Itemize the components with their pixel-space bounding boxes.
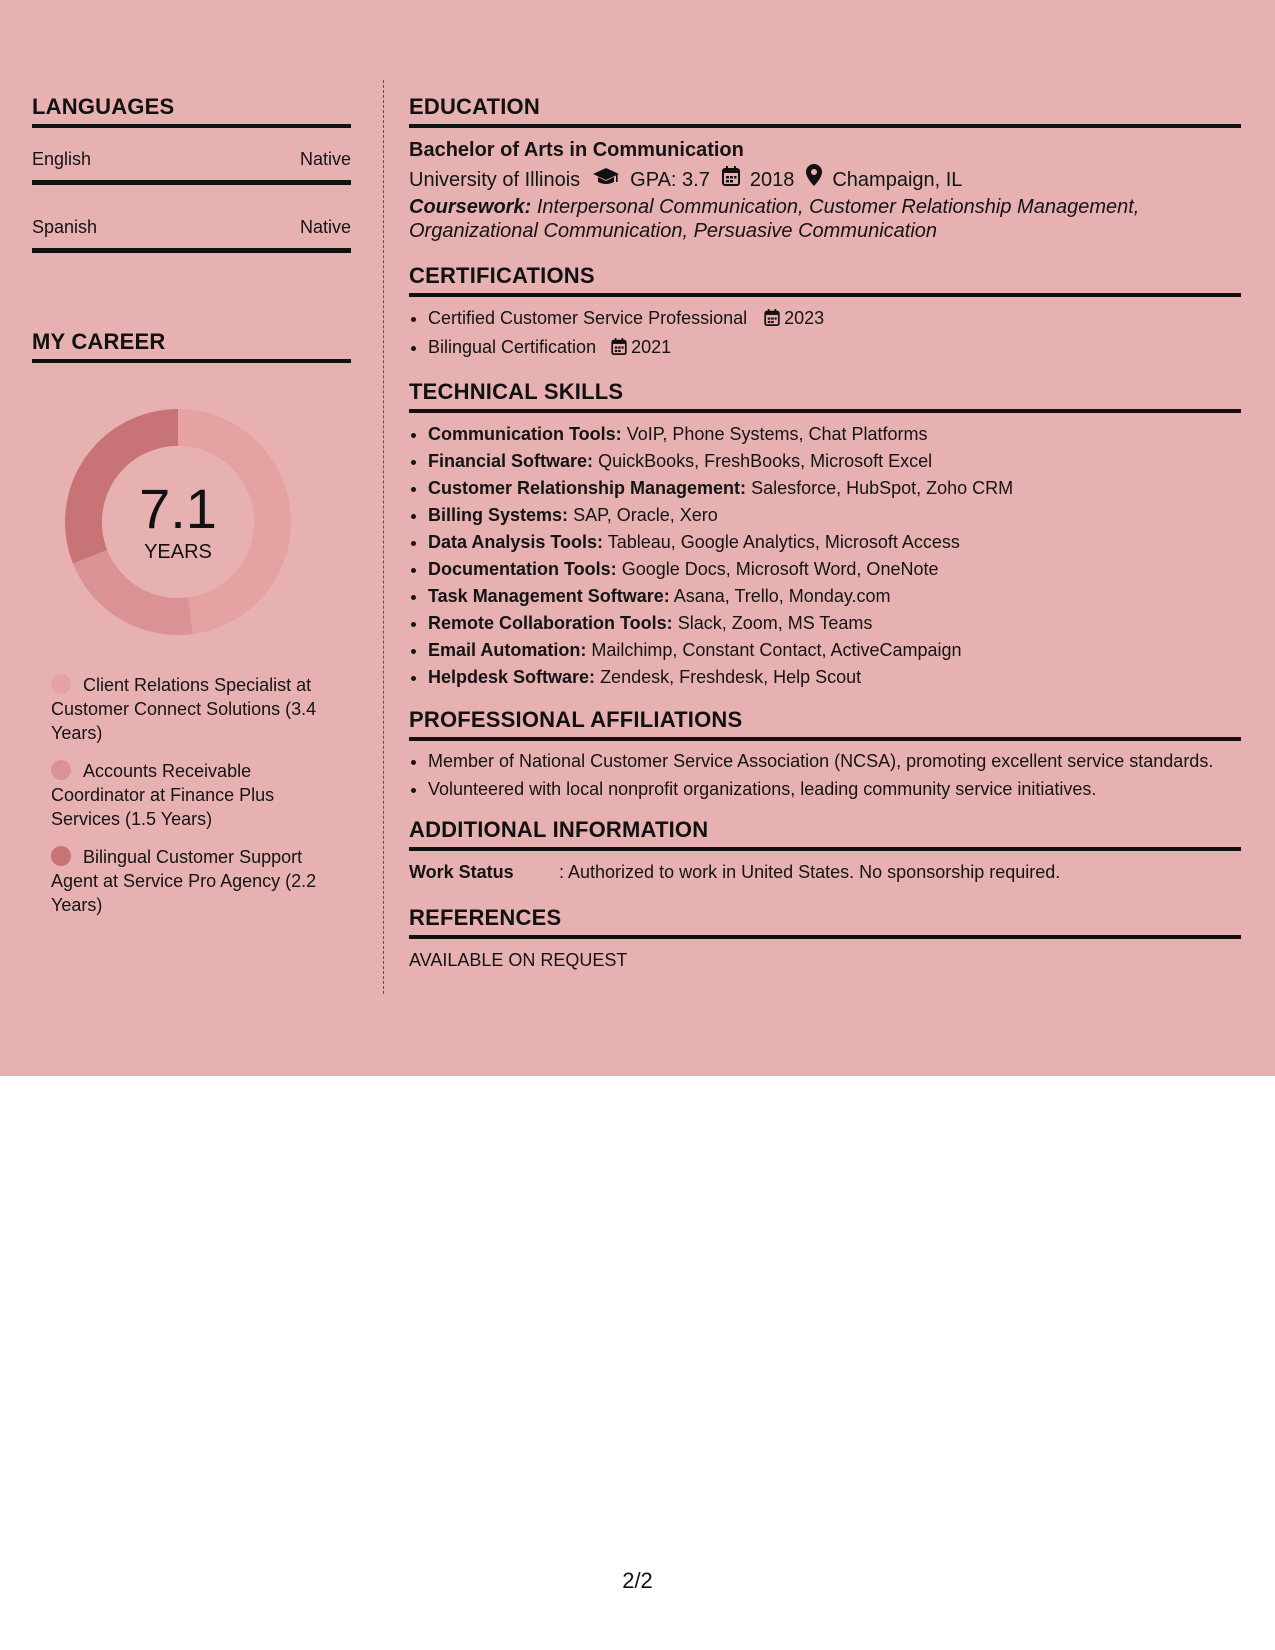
calendar-icon: [611, 336, 627, 363]
career-years-label: YEARS: [144, 541, 212, 563]
legend-dot: [51, 674, 71, 694]
skill-value: Mailchimp, Constant Contact, ActiveCampaign: [591, 640, 962, 660]
career-legend: [51, 673, 336, 917]
language-level: Native: [299, 217, 351, 237]
references-title: REFERENCES: [409, 905, 1241, 939]
skill-value: SAP, Oracle, Xero: [573, 505, 718, 525]
skill-label: Billing Systems:: [428, 505, 569, 525]
skill-value: Zendesk, Freshdesk, Help Scout: [600, 667, 862, 687]
location-pin-icon: [806, 164, 822, 195]
work-status-value: : Authorized to work in United States. No sponsorship required.: [559, 862, 1061, 882]
language-row: [32, 208, 351, 253]
career-legend-item: [51, 759, 336, 831]
education-degree: Bachelor of Arts in Communication: [409, 139, 744, 161]
certifications-title: CERTIFICATIONS: [409, 263, 1241, 297]
career-donut-chart: [63, 407, 293, 637]
skill-value: Asana, Trello, Monday.com: [673, 586, 891, 606]
affiliation-item: [428, 777, 1241, 801]
affiliation-item: [428, 749, 1241, 773]
career-legend-item: [51, 845, 336, 917]
career-total-years: 7.1: [139, 477, 217, 540]
certification-item: [428, 305, 1241, 334]
language-level: Native: [299, 149, 351, 169]
certification-year: 2021: [631, 337, 672, 357]
skill-item: [428, 637, 1241, 664]
language-name: Spanish: [32, 217, 98, 237]
calendar-icon: [764, 307, 780, 334]
skill-value: QuickBooks, FreshBooks, Microsoft Excel: [598, 451, 933, 471]
right-column: [409, 94, 1241, 973]
language-row: [32, 140, 351, 185]
language-name: English: [32, 149, 92, 169]
references-text: AVAILABLE ON REQUEST: [409, 950, 628, 970]
career-job-label: Client Relations Specialist at Customer Connect Solutions (3.4 Years): [51, 675, 317, 743]
legend-dot: [51, 760, 71, 780]
skill-item: [428, 583, 1241, 610]
skill-label: Task Management Software:: [428, 586, 670, 606]
certification-year: 2023: [784, 308, 825, 328]
affiliations-list: [409, 749, 1241, 801]
skill-label: Data Analysis Tools:: [428, 532, 604, 552]
education-title: EDUCATION: [409, 94, 1241, 128]
certifications-list: [409, 305, 1241, 363]
skill-label: Communication Tools:: [428, 424, 622, 444]
legend-dot: [51, 846, 71, 866]
calendar-icon: [722, 165, 740, 195]
coursework-label: Coursework:: [409, 196, 532, 218]
skill-item: [428, 610, 1241, 637]
certification-name: Bilingual Certification: [428, 337, 597, 357]
education-location: Champaign, IL: [832, 168, 963, 191]
skill-label: Customer Relationship Management:: [428, 478, 747, 498]
skill-item: [428, 502, 1241, 529]
coursework-text: Interpersonal Communication, Customer Relationship Management, Organizational Communication, Persuasive Communication: [409, 196, 1140, 242]
additional-title: ADDITIONAL INFORMATION: [409, 817, 1241, 851]
education-meta: [409, 164, 1241, 195]
work-status-row: [409, 859, 1241, 885]
affiliation-text: Volunteered with local nonprofit organizations, leading community service initiatives.: [428, 779, 1097, 799]
certification-item: [428, 334, 1241, 363]
skills-list: [409, 421, 1241, 691]
education-school: University of Illinois: [409, 168, 581, 191]
skill-value: Slack, Zoom, MS Teams: [677, 613, 873, 633]
skill-item: [428, 421, 1241, 448]
skill-value: Salesforce, HubSpot, Zoho CRM: [751, 478, 1014, 498]
column-divider: [383, 80, 384, 994]
left-column: [32, 94, 351, 931]
skill-label: Email Automation:: [428, 640, 587, 660]
skill-item: [428, 448, 1241, 475]
skill-value: Tableau, Google Analytics, Microsoft Access: [607, 532, 960, 552]
page-number: 2/2: [622, 1568, 653, 1593]
skills-title: TECHNICAL SKILLS: [409, 379, 1241, 413]
affiliation-text: Member of National Customer Service Association (NCSA), promoting excellent service standards.: [428, 751, 1214, 771]
skill-item: [428, 664, 1241, 691]
education-gpa: GPA: 3.7: [630, 168, 710, 191]
education-coursework: [409, 195, 1241, 243]
affiliations-title: PROFESSIONAL AFFILIATIONS: [409, 707, 1241, 741]
skill-item: [428, 475, 1241, 502]
skill-label: Documentation Tools:: [428, 559, 617, 579]
career-job-label: Accounts Receivable Coordinator at Finance Plus Services (1.5 Years): [51, 761, 275, 829]
skill-item: [428, 556, 1241, 583]
skill-item: [428, 529, 1241, 556]
career-title: MY CAREER: [32, 329, 351, 363]
languages-title: LANGUAGES: [32, 94, 351, 128]
graduation-cap-icon: [592, 165, 620, 195]
skill-value: Google Docs, Microsoft Word, OneNote: [621, 559, 939, 579]
career-legend-item: [51, 673, 336, 745]
certification-name: Certified Customer Service Professional: [428, 308, 748, 328]
skill-label: Helpdesk Software:: [428, 667, 596, 687]
education-year: 2018: [749, 168, 795, 191]
career-job-label: Bilingual Customer Support Agent at Service Pro Agency (2.2 Years): [51, 847, 317, 915]
skill-label: Financial Software:: [428, 451, 594, 471]
skill-value: VoIP, Phone Systems, Chat Platforms: [626, 424, 928, 444]
work-status-label: Work Status: [409, 862, 514, 882]
skill-label: Remote Collaboration Tools:: [428, 613, 673, 633]
